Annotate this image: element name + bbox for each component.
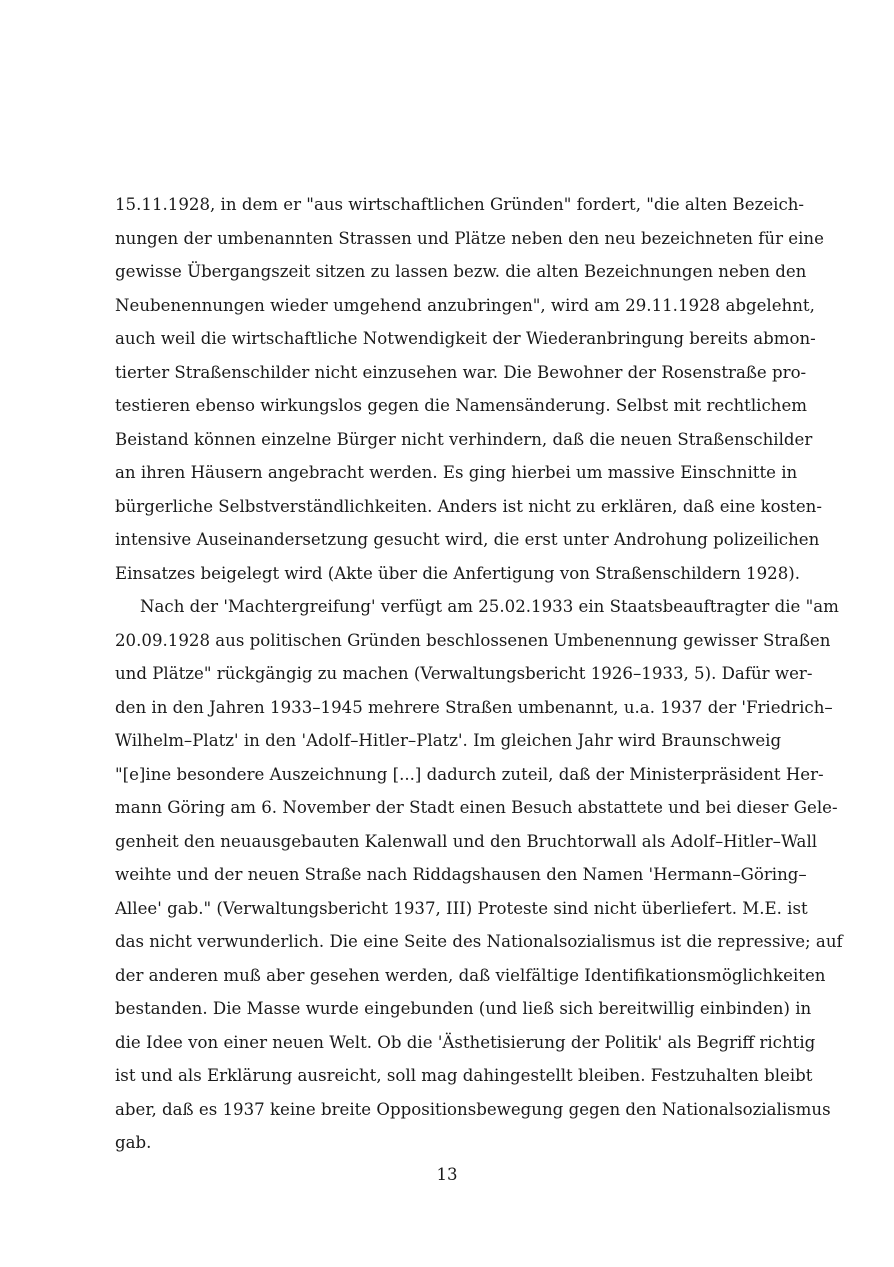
body-text <box>115 188 843 1160</box>
text-line: das nicht verwunderlich. Die eine Seite des Nationalsozialismus ist die repressive; auf <box>115 932 843 951</box>
text-line: ist und als Erklärung ausreicht, soll mag dahingestellt bleiben. Festzuhalten bleibt <box>115 1066 813 1085</box>
text-line: Einsatzes beigelegt wird (Akte über die Anfertigung von Straßenschildern 1928). <box>115 563 801 583</box>
text-line: aber, daß es 1937 keine breite Oppositionsbewegung gegen den Nationalsozialismus <box>115 1099 831 1119</box>
text-line: "[e]ine besondere Auszeichnung [...] dadurch zuteil, daß der Ministerpräsident Her- <box>115 764 824 784</box>
text-line: testieren ebenso wirkungslos gegen die Namensänderung. Selbst mit rechtlichem <box>115 396 807 415</box>
page-number: 13 <box>436 1165 458 1184</box>
text-line: weihte und der neuen Straße nach Riddagshausen den Namen 'Hermann–Göring– <box>115 865 807 884</box>
text-line: Wilhelm–Platz' in den 'Adolf–Hitler–Platz'. Im gleichen Jahr wird Braunschweig <box>115 731 782 750</box>
text-line: Beistand können einzelne Bürger nicht verhindern, daß die neuen Straßenschilder <box>115 429 813 449</box>
text-line: gab. <box>115 1133 152 1152</box>
text-line: die Idee von einer neuen Welt. Ob die 'Ästhetisierung der Politik' als Begriff richtig <box>115 1032 816 1052</box>
text-line: Nach der 'Machtergreifung' verfügt am 25.02.1933 ein Staatsbeauftragter die "am <box>140 597 839 616</box>
paragraph-2 <box>115 590 843 1160</box>
text-line: bestanden. Die Masse wurde eingebunden (und ließ sich bereitwillig einbinden) in <box>115 999 812 1018</box>
text-line: 15.11.1928, in dem er "aus wirtschaftlichen Gründen" fordert, "die alten Bezeich- <box>115 195 805 214</box>
text-line: bürgerliche Selbstverständlichkeiten. Anders ist nicht zu erklären, daß eine kosten- <box>115 496 822 516</box>
text-line: genheit den neuausgebauten Kalenwall und den Bruchtorwall als Adolf–Hitler–Wall <box>115 831 818 851</box>
text-line: nungen der umbenannten Strassen und Plätze neben den neu bezeichneten für eine <box>115 228 824 248</box>
text-line: an ihren Häusern angebracht werden. Es ging hierbei um massive Einschnitte in <box>115 463 798 482</box>
text-line: intensive Auseinandersetzung gesucht wird, die erst unter Androhung polizeilichen <box>115 530 820 549</box>
text-line: Allee' gab." (Verwaltungsbericht 1937, III) Proteste sind nicht überliefert. M.E. ist <box>115 898 808 918</box>
text-line: mann Göring am 6. November der Stadt einen Besuch abstattete und bei dieser Gele- <box>115 798 838 817</box>
text-line: gewisse Übergangszeit sitzen zu lassen bezw. die alten Bezeichnungen neben den <box>115 262 807 281</box>
text-line: der anderen muß aber gesehen werden, daß vielfältige Identifikationsmöglichkeiten <box>115 965 826 985</box>
text-line: und Plätze" rückgängig zu machen (Verwaltungsbericht 1926–1933, 5). Dafür wer- <box>115 664 813 683</box>
text-line: den in den Jahren 1933–1945 mehrere Straßen umbenannt, u.a. 1937 der 'Friedrich– <box>115 697 833 717</box>
text-line: Neubenennungen wieder umgehend anzubringen", wird am 29.11.1928 abgelehnt, <box>115 295 815 315</box>
paragraph-1 <box>115 188 824 590</box>
text-line: auch weil die wirtschaftliche Notwendigkeit der Wiederanbringung bereits abmon- <box>115 329 816 348</box>
text-line: 20.09.1928 aus politischen Gründen beschlossenen Umbenennung gewisser Straßen <box>115 630 831 650</box>
text-line: tierter Straßenschilder nicht einzusehen war. Die Bewohner der Rosenstraße pro- <box>115 362 807 382</box>
